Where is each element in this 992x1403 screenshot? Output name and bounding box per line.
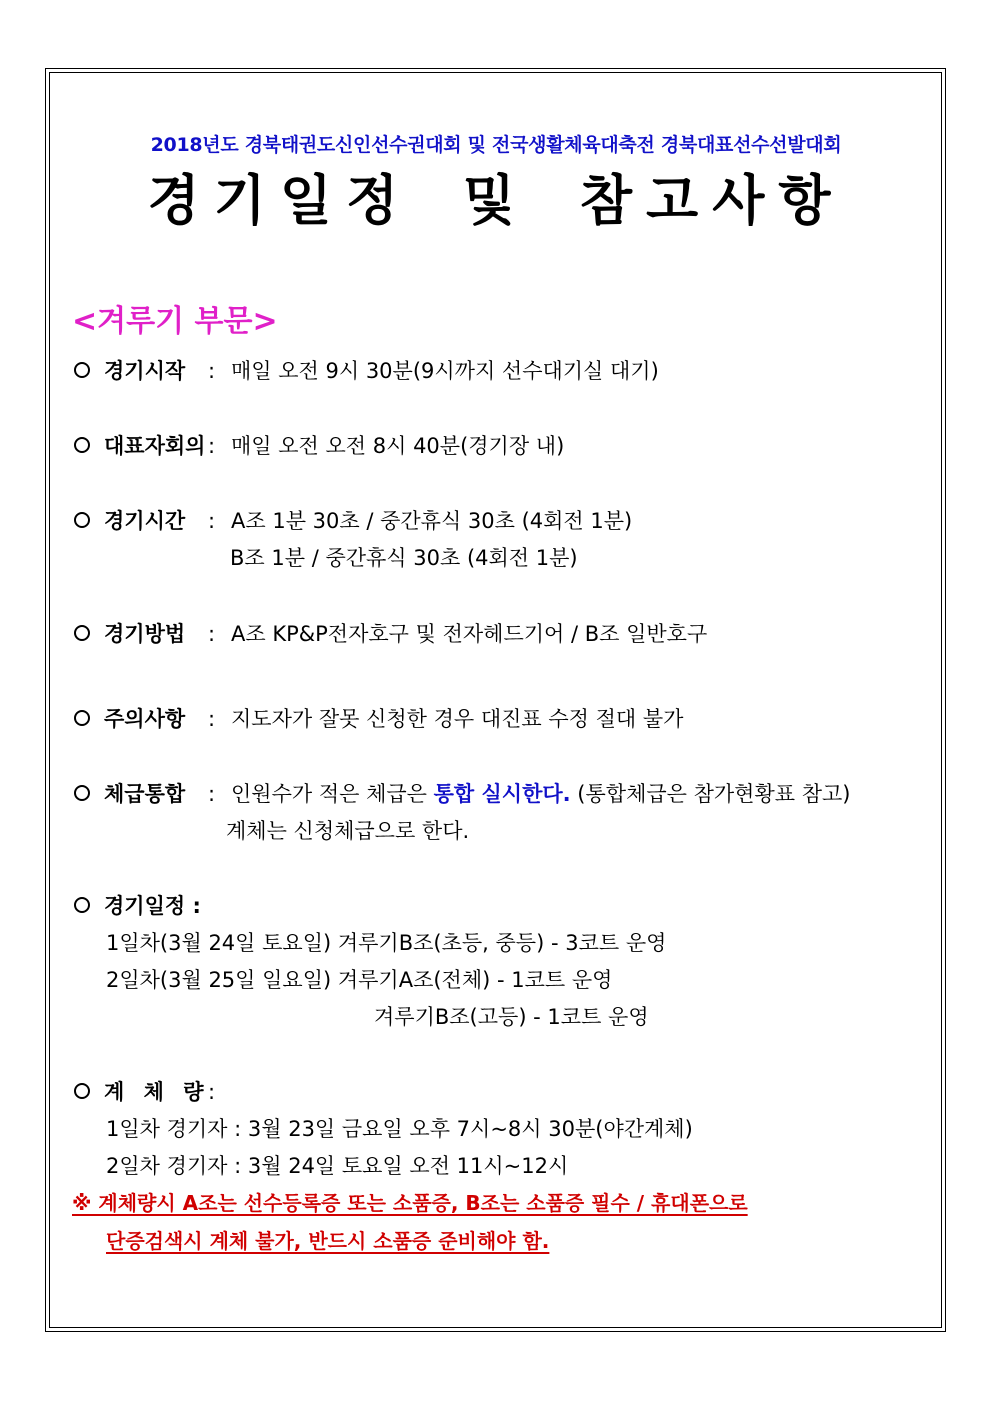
item-label: 체급통합 xyxy=(104,782,186,806)
item-merge: 체급통합 : 인원수가 적은 체급은 통합 실시한다. (통합체급은 참가현황표 참고) xyxy=(74,778,850,808)
item-time: 경기시간 : A조 1분 30초 / 중간휴식 30초 (4회전 1분) xyxy=(74,505,632,535)
circle-bullet-icon xyxy=(74,362,90,378)
circle-bullet-icon xyxy=(74,625,90,641)
item-meeting: 대표자회의 : 매일 오전 오전 8시 40분(경기장 내) xyxy=(74,430,564,460)
item-text: 매일 오전 9시 30분(9시까지 선수대기실 대기) xyxy=(231,359,659,383)
item-text: A조 1분 30초 / 중간휴식 30초 (4회전 1분) xyxy=(231,509,633,533)
item-text: 인원수가 적은 체급은 xyxy=(231,782,434,806)
item-label: 경기일정 : xyxy=(104,894,201,918)
item-start: 경기시작 : 매일 오전 9시 30분(9시까지 선수대기실 대기) xyxy=(74,355,659,385)
item-text: 지도자가 잘못 신청한 경우 대진표 수정 절대 불가 xyxy=(231,707,684,731)
item-text: A조 KP&P전자호구 및 전자헤드기어 / B조 일반호구 xyxy=(231,622,708,646)
circle-bullet-icon xyxy=(74,437,90,453)
item-label: 계 체 량 xyxy=(104,1080,210,1104)
circle-bullet-icon xyxy=(74,710,90,726)
item-merge-line2: 계체는 신청체급으로 한다. xyxy=(226,819,470,843)
item-label: 경기방법 xyxy=(104,622,186,646)
circle-bullet-icon xyxy=(74,897,90,913)
page-title: 경기일정 및 참고사항 xyxy=(147,169,845,232)
item-label: 대표자회의 xyxy=(104,434,206,458)
weigh-day2: 2일차 경기자 : 3월 24일 토요일 오전 11시~12시 xyxy=(106,1154,569,1178)
circle-bullet-icon xyxy=(74,785,90,801)
item-label: 경기시작 xyxy=(104,359,186,383)
notice-line2: 단증검색시 계체 불가, 반드시 소품증 준비해야 함. xyxy=(106,1229,550,1253)
item-schedule xyxy=(74,890,201,920)
item-method: 경기방법 : A조 KP&P전자호구 및 전자헤드기어 / B조 일반호구 xyxy=(74,618,707,648)
item-label: 경기시간 xyxy=(104,509,186,533)
item-text: 매일 오전 오전 8시 40분(경기장 내) xyxy=(231,434,565,458)
schedule-day2: 2일차(3월 25일 일요일) 겨루기A조(전체) - 1코트 운영 xyxy=(106,968,613,992)
item-text-tail: (통합체급은 참가현황표 참고) xyxy=(570,782,851,806)
event-subtitle: 2018년도 경북태권도신인선수권대회 및 전국생활체육대축전 경북대표선수선발대회 xyxy=(150,134,842,156)
circle-bullet-icon xyxy=(74,512,90,528)
section-title: <겨루기 부문> xyxy=(72,304,278,339)
item-time-line2: B조 1분 / 중간휴식 30초 (4회전 1분) xyxy=(230,546,578,570)
weigh-day1: 1일차 경기자 : 3월 23일 금요일 오후 7시~8시 30분(야간계체) xyxy=(106,1117,693,1141)
circle-bullet-icon xyxy=(74,1083,90,1099)
item-weigh: 계 체 량: xyxy=(74,1076,215,1106)
highlight-text: 통합 실시한다. xyxy=(433,782,571,806)
notice-line1: ※ 계체량시 A조는 선수등록증 또는 소품증, B조는 소품증 필수 / 휴대폰으로 xyxy=(72,1191,748,1215)
schedule-day2-b: 겨루기B조(고등) - 1코트 운영 xyxy=(374,1005,649,1029)
item-caution: 주의사항 : 지도자가 잘못 신청한 경우 대진표 수정 절대 불가 xyxy=(74,703,683,733)
item-label: 주의사항 xyxy=(104,707,186,731)
schedule-day1: 1일차(3월 24일 토요일) 겨루기B조(초등, 중등) - 3코트 운영 xyxy=(106,931,667,955)
